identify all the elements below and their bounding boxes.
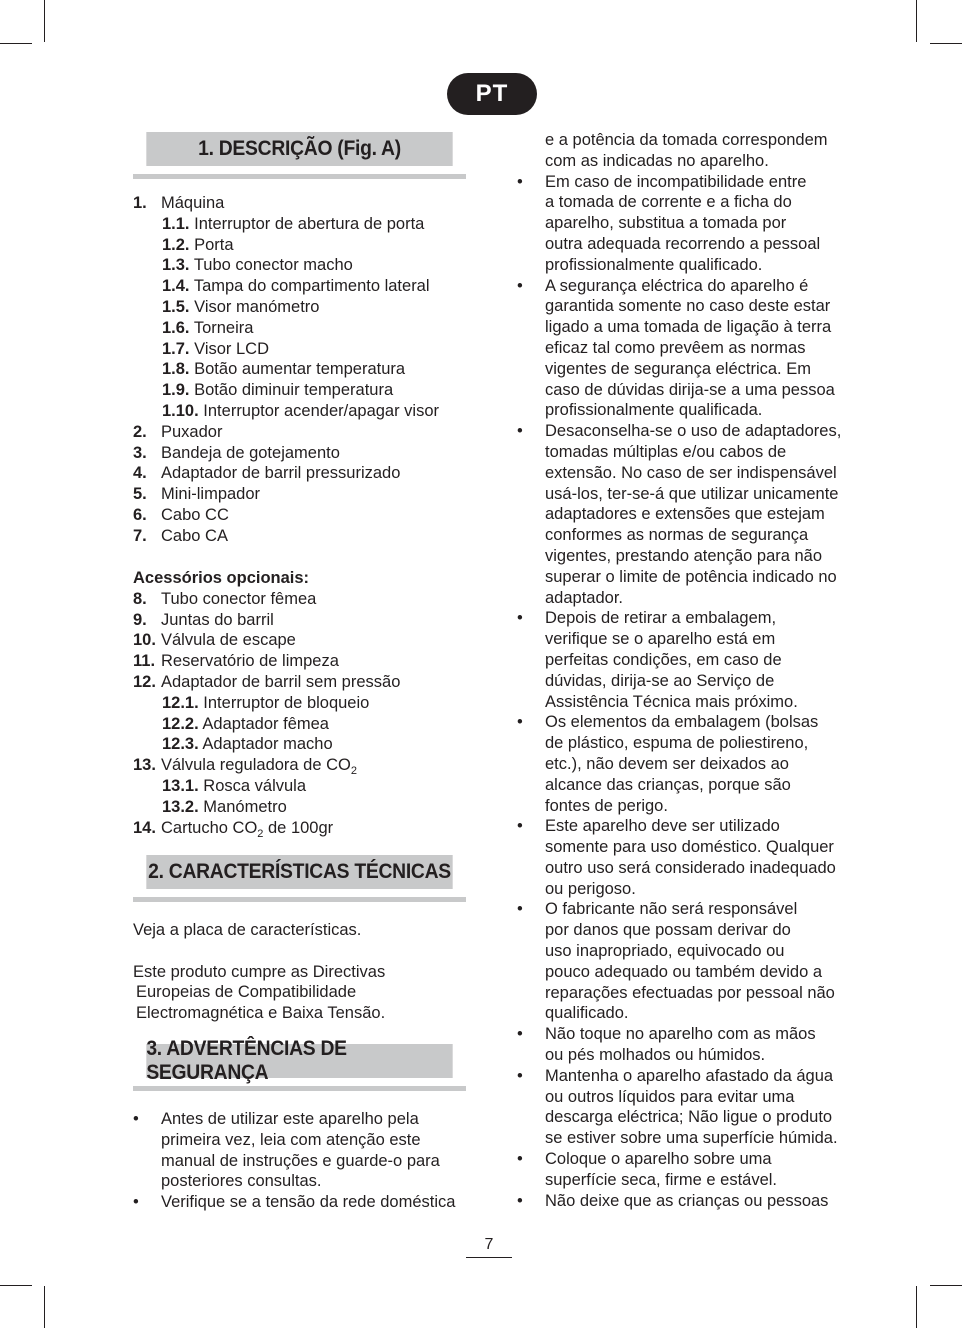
text-line: fontes de perigo. [545,796,668,815]
item-text [161,422,222,443]
item-text [161,818,333,839]
list-item [133,443,473,464]
subscript: 2 [350,765,357,778]
item-label: Adaptador de barril pressurizado [161,464,401,483]
section-2-title: 2. CARACTERÍSTICAS TÉCNICAS [146,855,452,889]
bullet-icon: • [517,1191,523,1210]
item-text [162,734,333,755]
bullet-item [517,421,862,608]
item-text [162,297,319,318]
item-label: Bandeja de gotejamento [161,443,340,462]
list-item [133,672,473,693]
crop-mark [916,0,917,42]
item-label: Cabo CA [161,526,228,545]
bullet-icon: • [133,1193,139,1212]
item-label: Juntas do barril [161,610,274,629]
text-line: verifique se o aparelho está em [545,630,776,649]
item-number: 12.1. [162,693,199,712]
text-line: superar o limite de potência indicado no [545,567,837,586]
safety-warnings-right [517,130,862,1211]
item-number: 12.2. [162,714,199,733]
item-text [162,714,329,735]
section-3-header [133,1037,466,1091]
item-number: 10. [133,631,156,650]
text-line: somente para uso doméstico. Qualquer [545,838,834,857]
item-text [161,610,274,631]
text-line: descarga eléctrica; Não ligue o produto [545,1108,833,1127]
item-label: Rosca válvula [203,776,307,795]
item-text [161,463,400,484]
text-line: posteriores consultas. [161,1172,322,1191]
bullet-icon: • [517,817,523,836]
item-label: Visor LCD [194,339,270,358]
list-item [133,526,473,547]
safety-warnings-left [133,1109,473,1213]
text-line: e a potência da tomada correspondem [545,131,828,149]
item-text [161,526,228,547]
item-text [162,235,234,256]
item-text [162,401,439,422]
text-line: vigentes, prestando atenção para não [545,546,823,565]
bullet-item [517,172,862,276]
list-item [133,630,473,651]
text-line: Verifique se a tensão da rede doméstica [161,1193,456,1212]
text-line: uso inapropriado, equivocado ou [545,942,785,961]
text-line: adaptadores e extensões que estejam [545,505,825,524]
item-text [162,214,424,235]
item-label: Válvula reguladora de CO [161,756,351,775]
item-number: 6. [133,505,147,524]
text-line: O fabricante não será responsável [545,900,798,919]
item-number: 11. [133,652,156,671]
item-label: Visor manómetro [194,297,320,316]
item-number: 14. [133,818,156,837]
item-number: 13. [133,756,156,775]
bullet-item [517,608,862,712]
item-number: 1.6. [162,318,190,337]
text-line: dúvidas, dirija-se ao Serviço de [545,671,775,690]
item-label: Tubo conector macho [193,256,353,275]
item-number: 5. [133,485,147,504]
crop-mark [44,0,45,42]
item-number: 8. [133,589,147,608]
sub-list-item [133,734,473,755]
bullet-item [517,899,862,1024]
list-item [133,589,473,610]
bullet-item [133,1192,473,1213]
item-text [162,276,430,297]
list-item [133,610,473,631]
item-text [162,318,253,339]
list-item [133,651,473,672]
item-label: Adaptador macho [202,735,333,754]
sub-list-item [133,235,473,256]
item-number: 1.4. [162,277,190,296]
item-label: Interruptor de bloqueio [203,693,370,712]
list-item [133,463,473,484]
sub-list-item [133,714,473,735]
bullet-item [517,1191,862,1212]
text-line: Este aparelho deve ser utilizado [545,817,780,836]
sub-list-item [133,276,473,297]
text-line: outro uso será considerado inadequado [545,858,836,877]
sub-list-item [133,776,473,797]
item-number: 1.3. [162,256,190,275]
text-line: de plástico, espuma de poliestireno, [545,734,809,753]
text-line: pouco adequado ou também devido a [545,962,823,981]
item-number: 1.1. [162,214,190,233]
item-number: 7. [133,526,147,545]
text-line: usá-los, ter-se-á que utilizar unicamente [545,484,839,503]
item-label: Botão aumentar temperatura [194,360,406,379]
section-1-header [133,132,466,179]
bullet-item [517,276,862,422]
text-line: manual de instruções e guarde-o para [161,1151,440,1170]
text-line: se estiver sobre uma superfície húmida. [545,1129,838,1148]
crop-mark [930,43,962,44]
item-number: 1.7. [162,339,190,358]
text-line: Os elementos da embalagem (bolsas [545,713,819,732]
bullet-icon: • [517,713,523,732]
text-line: tomadas múltiplas e/ou cabos de [545,442,787,461]
item-number: 13.1. [162,776,199,795]
bullet-icon: • [517,1150,523,1169]
sub-list-item [133,693,473,714]
subscript: 2 [257,827,264,840]
section-2-header [133,855,466,902]
item-number: 12. [133,672,156,691]
item-label: Puxador [161,422,223,441]
text-line: conformes as normas de segurança [545,526,809,545]
crop-mark [0,43,32,44]
item-label: Adaptador fêmea [202,714,329,733]
text-line: Depois de retirar a embalagem, [545,609,777,628]
language-badge: PT [447,73,537,115]
item-label-suffix: de 100gr [263,818,334,837]
text-line: Mantenha o aparelho afastado da água [545,1066,834,1085]
text-line: perfeitas condições, em caso de [545,650,782,669]
item-text [162,339,269,360]
bullet-item [517,712,862,816]
sub-list-item [133,214,473,235]
list-item [133,755,473,776]
item-number: 2. [133,422,147,441]
text-line: ligado a uma tomada de ligação à terra [545,318,832,337]
item-label: Mini-limpador [161,485,261,504]
item-label: Reservatório de limpeza [161,652,339,671]
list-item [133,818,473,839]
bullet-icon: • [517,422,523,441]
sub-list-item [133,359,473,380]
item-label: Tubo conector fêmea [161,589,317,608]
sub-list-item [133,297,473,318]
crop-mark [0,1285,32,1286]
text-line: Assistência Técnica mais próximo. [545,692,798,711]
text-line: profissionalmente qualificado. [545,255,763,274]
section-divider [133,1086,466,1091]
bullet-icon: • [517,276,523,295]
text-line: etc.), não devem ser deixados ao [545,754,789,773]
item-text [162,693,369,714]
text-line: garantida somente no caso deste estar [545,297,831,316]
item-text [162,380,393,401]
bullet-icon: • [517,172,523,191]
item-number: 3. [133,443,147,462]
item-number: 1. [133,194,147,212]
sub-list-item [133,401,473,422]
text-line: Não toque no aparelho com as mãos [545,1025,816,1044]
sub-list-item [133,380,473,401]
item-label: Adaptador de barril sem pressão [161,672,401,691]
technical-specs [133,920,473,1024]
bullet-item [517,1066,862,1149]
sub-list-item [133,339,473,360]
item-label: Cartucho CO [161,818,258,837]
item-number: 1.10. [162,401,199,420]
item-text [161,755,357,776]
item-number: 1.5. [162,297,190,316]
specs-paragraph: Veja a placa de características. [133,921,362,939]
text-line: extensão. No caso de ser indispensável [545,463,837,482]
bullet-item [517,816,862,899]
text-line: ou pés molhados ou húmidos. [545,1046,766,1065]
item-text [161,672,400,693]
text-line: reparações efectuadas por pessoal não [545,983,835,1002]
item-label: Torneira [193,318,254,337]
bullet-item [517,1024,862,1066]
bullet-icon: • [517,900,523,919]
section-divider [133,897,466,902]
item-text [161,484,260,505]
item-text [162,255,353,276]
bullet-icon: • [133,1110,139,1128]
list-item [133,193,473,214]
compliance-line: Europeias de Compatibilidade [136,983,357,1002]
bullet-icon: • [517,609,523,628]
item-text [161,651,339,672]
item-label: Válvula de escape [161,631,296,650]
text-line: Antes de utilizar este aparelho pela [161,1110,419,1128]
text-line: outra adequada recorrendo a pessoal [545,234,821,253]
sub-list-item [133,797,473,818]
item-number: 4. [133,464,147,483]
item-label: Botão diminuir temperatura [194,381,394,400]
section-divider [133,174,466,179]
bullet-icon: • [517,1025,523,1044]
crop-mark [930,1285,962,1286]
text-line: eficaz tal como prevêem as normas [545,338,806,357]
text-line: superfície seca, firme e estável. [545,1170,778,1189]
crop-mark [916,1286,917,1328]
item-number: 1.8. [162,360,190,379]
text-line: ou perigoso. [545,879,636,898]
text-line: A segurança eléctrica do aparelho é [545,276,809,295]
text-line: Não deixe que as crianças ou pessoas [545,1191,829,1210]
bullet-icon: • [517,1066,523,1085]
crop-mark [44,1286,45,1328]
item-text [161,193,224,214]
text-line: profissionalmente qualificada. [545,401,763,420]
text-line: aparelho, substitua a tomada por [545,214,787,233]
item-label: Máquina [161,194,225,212]
item-label: Porta [194,235,234,254]
page-number: 7 [466,1236,512,1258]
compliance-line: Electromagnética e Baixa Tensão. [136,1004,386,1023]
list-item [133,422,473,443]
text-line: Desaconselha-se o uso de adaptadores, [545,422,842,441]
sub-list-item [133,318,473,339]
item-text [162,776,306,797]
text-line: qualificado. [545,1004,629,1023]
item-label: Tampa do compartimento lateral [193,277,430,296]
continuation-paragraph [517,130,862,172]
item-number: 1.2. [162,235,190,254]
description-list [133,193,473,547]
text-line: ou outros líquidos para evitar uma [545,1087,795,1106]
item-text [162,797,287,818]
sub-list-item [133,255,473,276]
item-text [162,359,405,380]
item-number: 9. [133,610,147,629]
item-number: 1.9. [162,381,190,400]
text-line: por danos que possam derivar do [545,921,791,940]
text-line: caso de dúvidas dirija-se a uma pessoa [545,380,835,399]
item-label: Interruptor de abertura de porta [194,214,425,233]
item-label: Cabo CC [161,505,229,524]
text-line: a tomada de corrente e a ficha do [545,193,792,212]
item-number: 13.2. [162,797,199,816]
item-text [161,589,316,610]
item-label: Manómetro [203,797,287,816]
list-item [133,484,473,505]
text-line: adaptador. [545,588,623,607]
item-text [161,630,296,651]
text-line: com as indicadas no aparelho. [545,151,769,170]
bullet-item [517,1149,862,1191]
text-line: alcance das crianças, porque são [545,775,791,794]
text-line: vigentes de segurança eléctrica. Em [545,359,811,378]
text-line: Em caso de incompatibilidade entre [545,172,807,191]
bullet-item [133,1109,473,1192]
list-item [133,505,473,526]
section-3-title: 3. ADVERTÊNCIAS DE SEGURANÇA [146,1044,452,1078]
text-line: primeira vez, leia com atenção este [161,1130,421,1149]
item-text [161,505,229,526]
text-line: Coloque o aparelho sobre uma [545,1150,772,1169]
compliance-line: Este produto cumpre as Directivas [133,962,386,981]
optional-heading: Acessórios opcionais: [133,569,310,587]
item-number: 12.3. [162,735,199,754]
item-text [161,443,340,464]
item-label: Interruptor acender/apagar visor [203,401,440,420]
optional-accessories [133,568,473,838]
section-1-title: 1. DESCRIÇÃO (Fig. A) [146,132,452,166]
